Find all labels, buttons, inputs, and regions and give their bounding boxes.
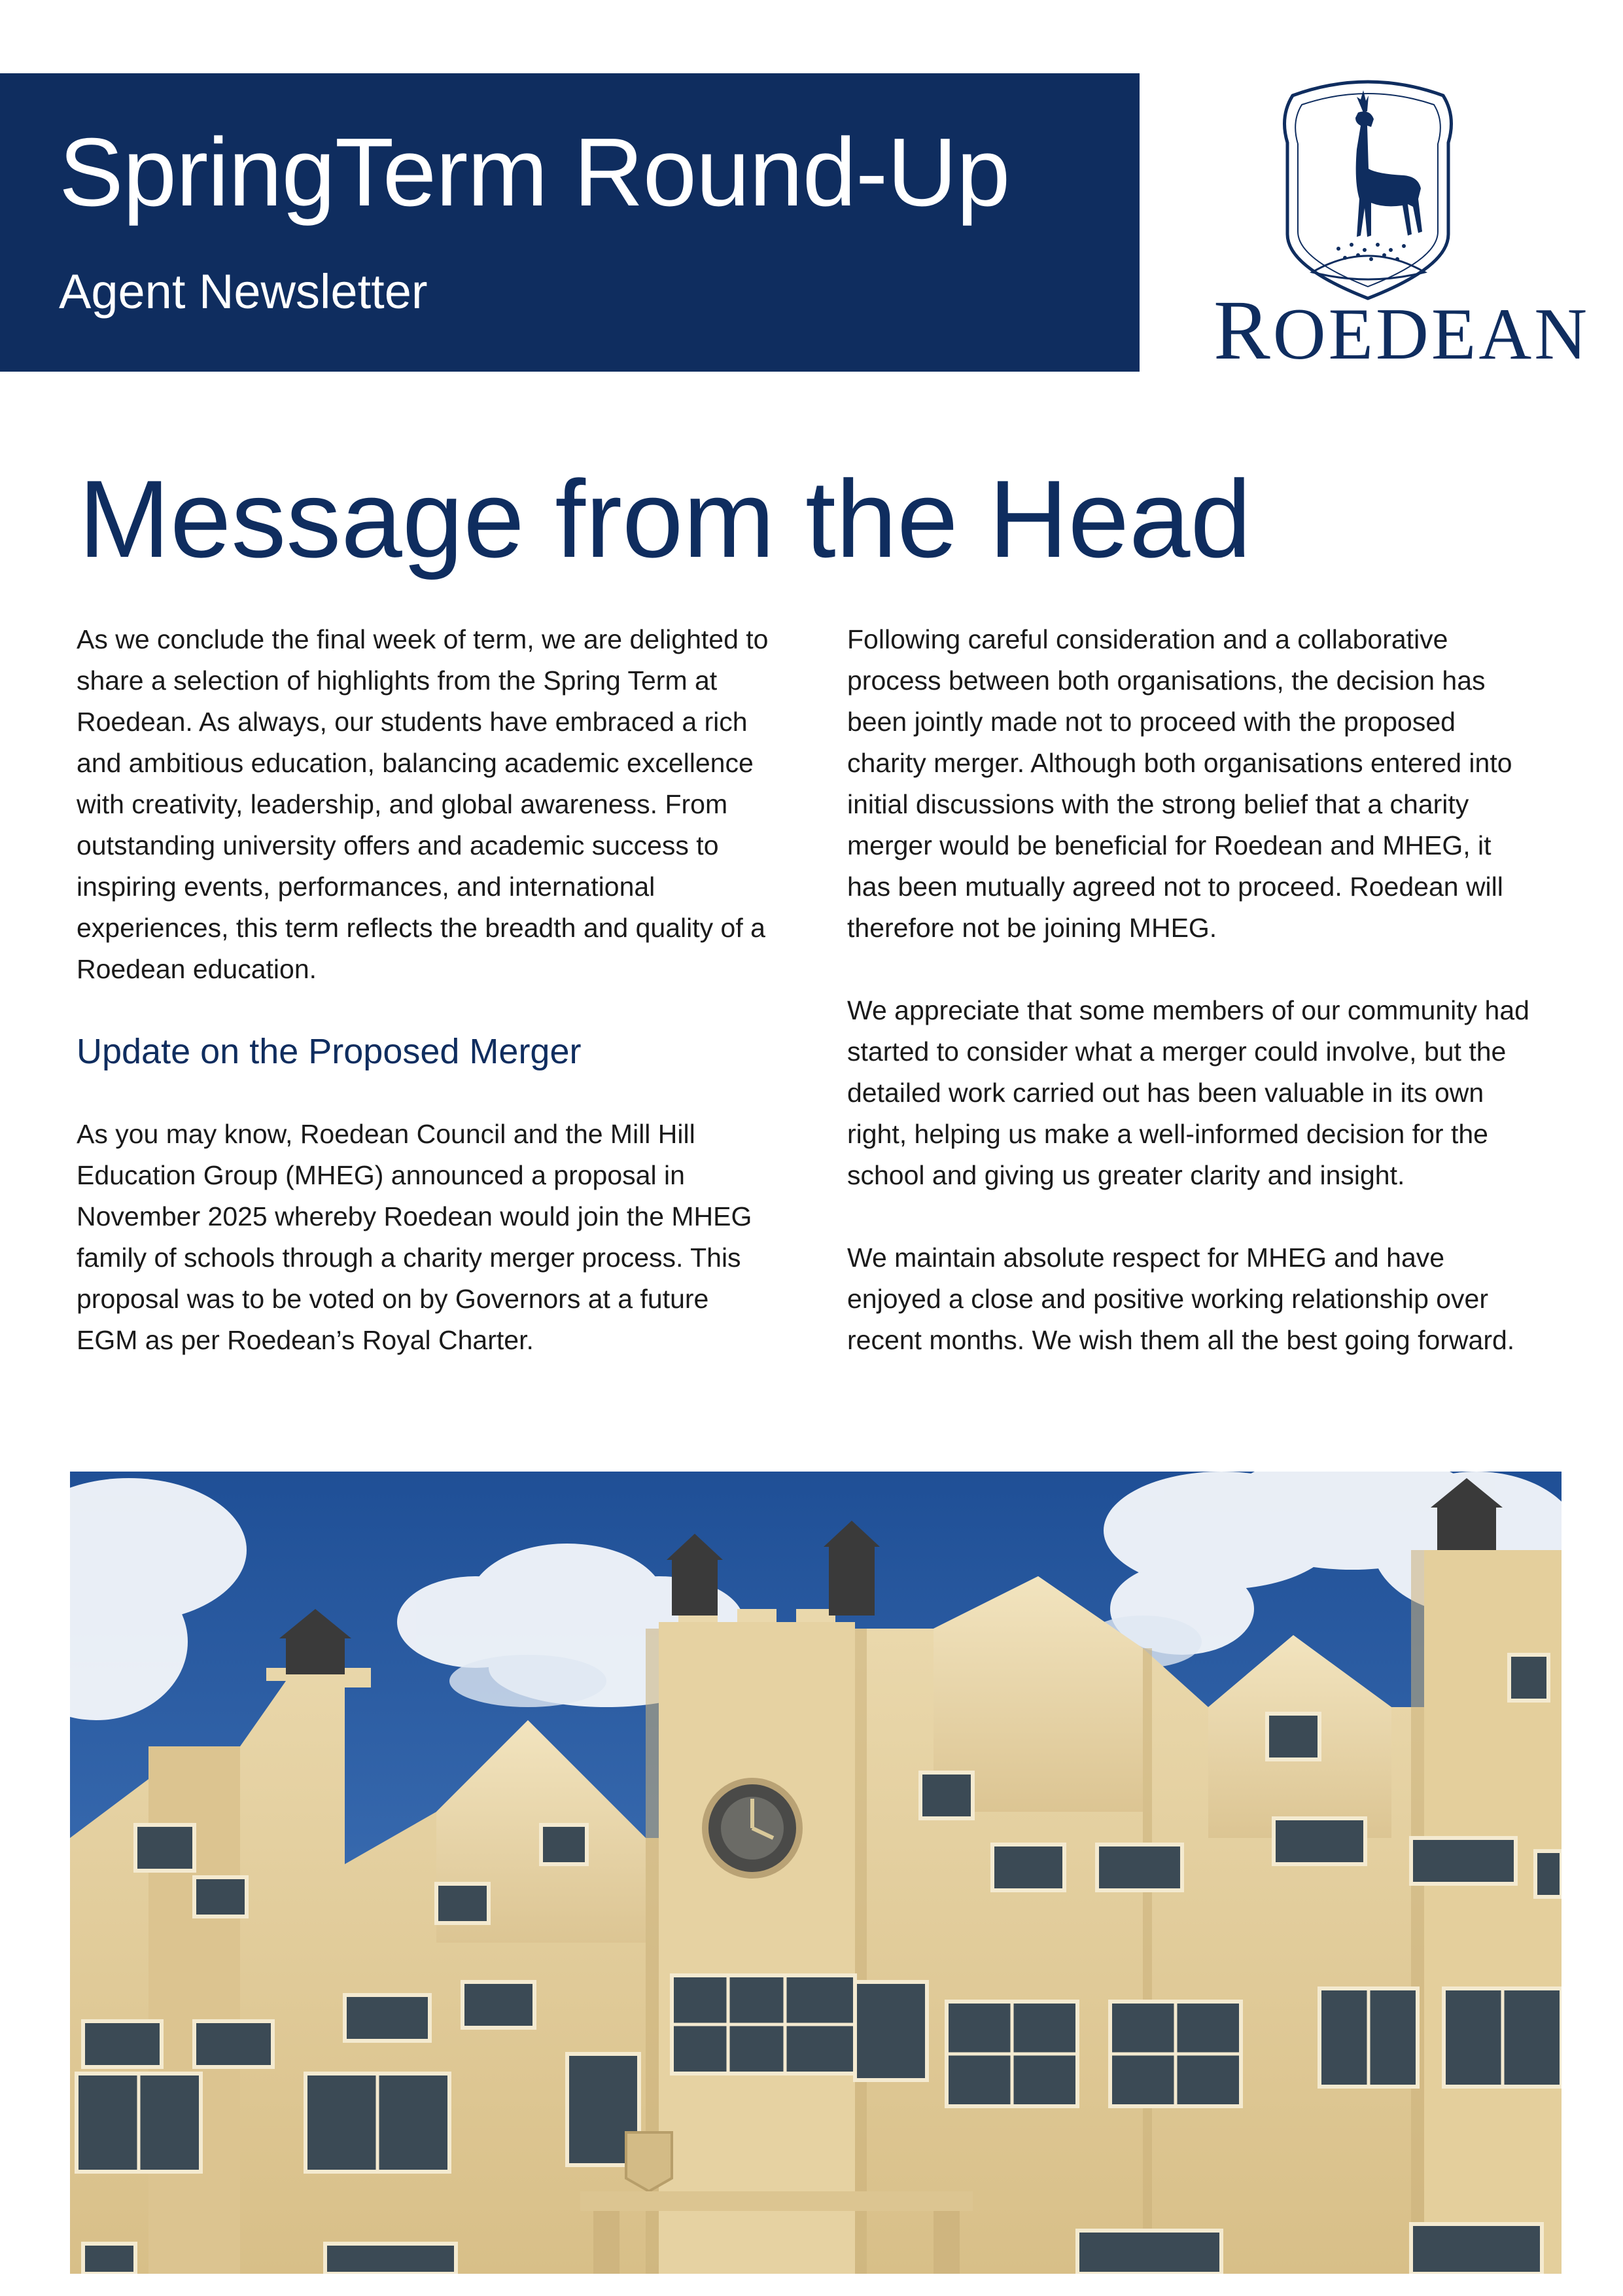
merger-paragraph-3: We appreciate that some members of our community had started to consider what a merger could involve, but the detailed work carried out has been valuable in its own right, helping us make a well-informed decision for the school and giving us greater clarity and insight.	[847, 995, 1529, 1190]
merger-paragraph-1: As you may know, Roedean Council and the Mill Hill Education Group (MHEG) announced a proposal in November 2025 whereby Roedean would join the MHEG family of schools through a charity merger process. This proposal was to be voted on by Governors at a future EGM as per Roedean’s Royal Charter.	[77, 1119, 752, 1355]
article-column-right	[847, 619, 1541, 1402]
wordmark-rest: OEDEAN	[1272, 294, 1590, 375]
wordmark-initial: R	[1213, 283, 1273, 378]
article-heading: Message from the Head	[79, 457, 1251, 580]
merger-paragraph-2: Following careful consideration and a collaborative process between both organisations, the decision has been jointly made not to proceed with the proposed charity merger. Although both organisations entered into initial discussions with the strong belief that a charity merger would be beneficial for Roedean and MHEG, it has been mutually agreed not to proceed. Roedean will therefore not be joining MHEG.	[847, 624, 1512, 943]
intro-paragraph: As we conclude the final week of term, we are delighted to share a selection of highlights from the Spring Term at Roedean. As always, our students have embraced a rich and ambitious education, balancing academic excellence with creativity, leadership, and global awareness. From outstanding university offers and academic success to inspiring events, performances, and international experiences, this term reflects the breadth and quality of a Roedean education.	[77, 624, 769, 984]
header-banner	[0, 73, 1140, 372]
merger-paragraph-4: We maintain absolute respect for MHEG and have enjoyed a close and positive working relationship over recent months. We wish them all the best going forward.	[847, 1243, 1515, 1355]
merger-subheading: Update on the Proposed Merger	[77, 1032, 582, 1071]
roedean-wordmark	[1213, 283, 1590, 378]
newsletter-title: SpringTerm Round-Up	[59, 118, 1010, 226]
article-column-left	[77, 619, 770, 1402]
school-building-photo	[70, 1472, 1562, 2274]
stag-crest-icon	[1273, 71, 1463, 306]
newsletter-subtitle: Agent Newsletter	[59, 264, 428, 319]
